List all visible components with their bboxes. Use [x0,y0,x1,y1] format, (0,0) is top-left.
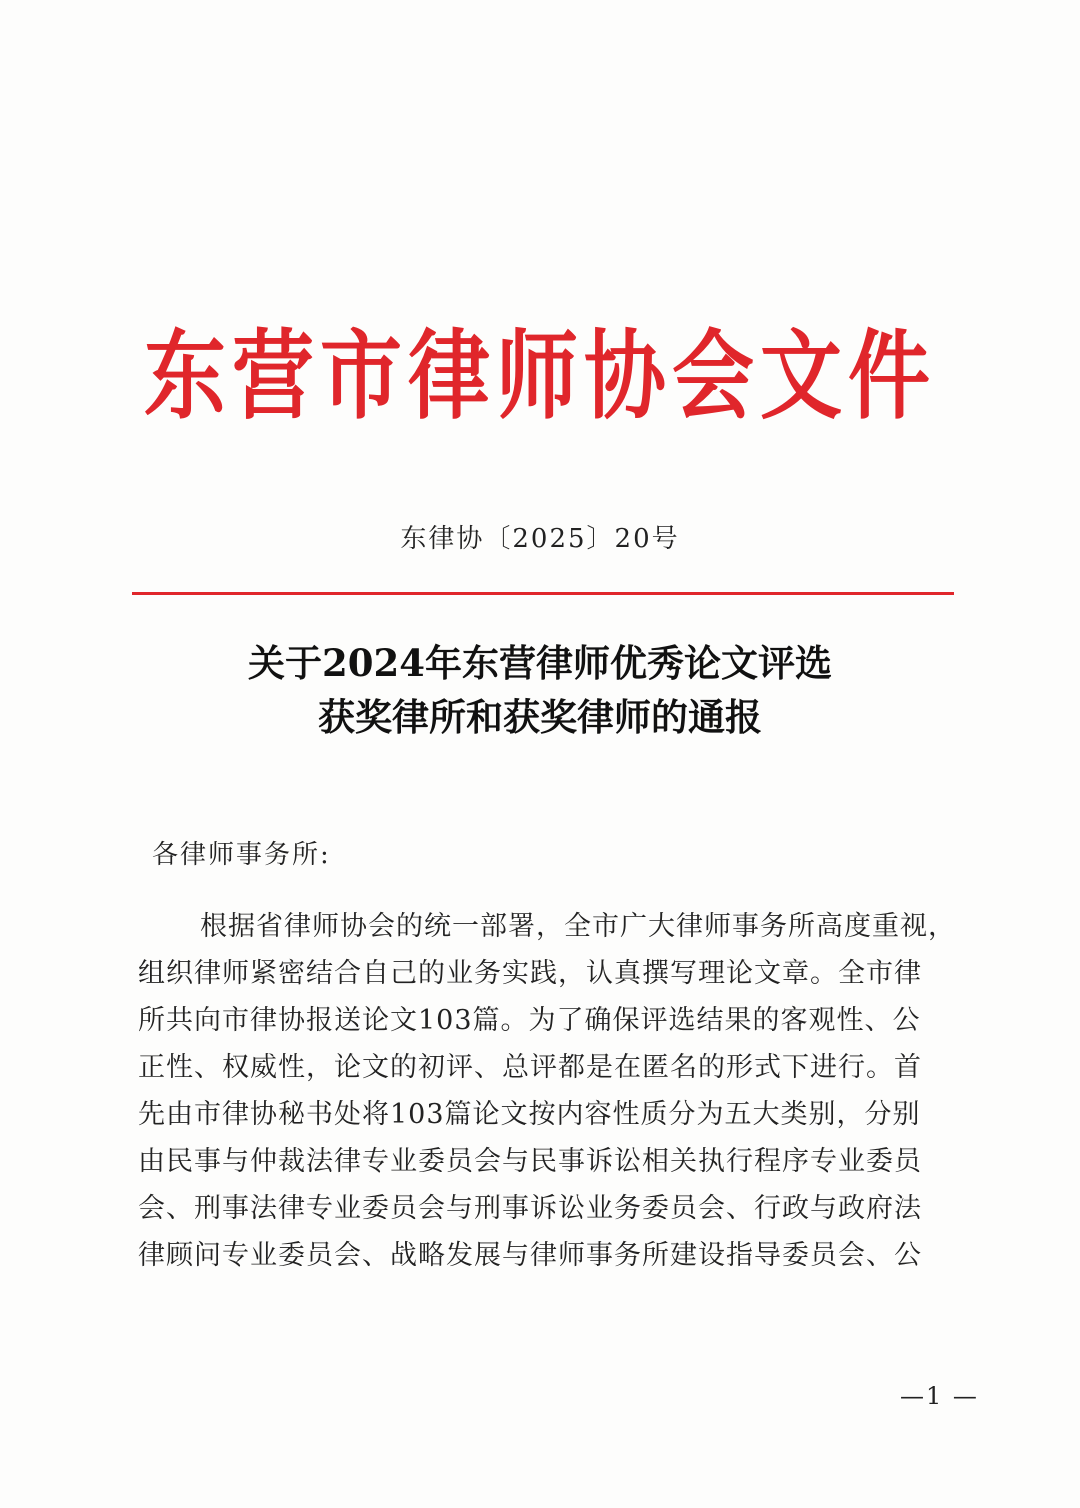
body-line: 根据省律师协会的统一部署，全市广大律师事务所高度重视， [200,911,956,942]
body-line: 所共向市律协报送论文103篇。为了确保评选结果的客观性、公 [138,1005,921,1036]
body-line: 先由市律协秘书处将103篇论文按内容性质分为五大类别，分别 [138,1099,921,1130]
red-divider-line [132,592,954,595]
notice-title-line-2: 获奖律所和获奖律师的通报 [318,695,762,739]
notice-title [0,636,1080,744]
document-number: 东律协〔2025〕20号 [400,524,680,554]
body-paragraph [138,903,958,1279]
body-line: 由民事与仲裁法律专业委员会与民事诉讼相关执行程序专业委员 [138,1146,922,1177]
salutation: 各律师事务所: [152,840,331,870]
body-line: 正性、权威性，论文的初评、总评都是在匿名的形式下进行。首 [138,1052,922,1083]
notice-title-line-1: 关于2024年东营律师优秀论文评选 [248,641,832,685]
org-file-title: 东营市律师协会文件 [143,321,936,434]
body-line: 律顾问专业委员会、战略发展与律师事务所建设指导委员会、公 [138,1240,922,1271]
body-line: 组织律师紧密结合自己的业务实践，认真撰写理论文章。全市律 [138,958,922,989]
body-line: 会、刑事法律专业委员会与刑事诉讼业务委员会、行政与政府法 [138,1193,922,1224]
page-number: —1 — [900,1382,979,1410]
